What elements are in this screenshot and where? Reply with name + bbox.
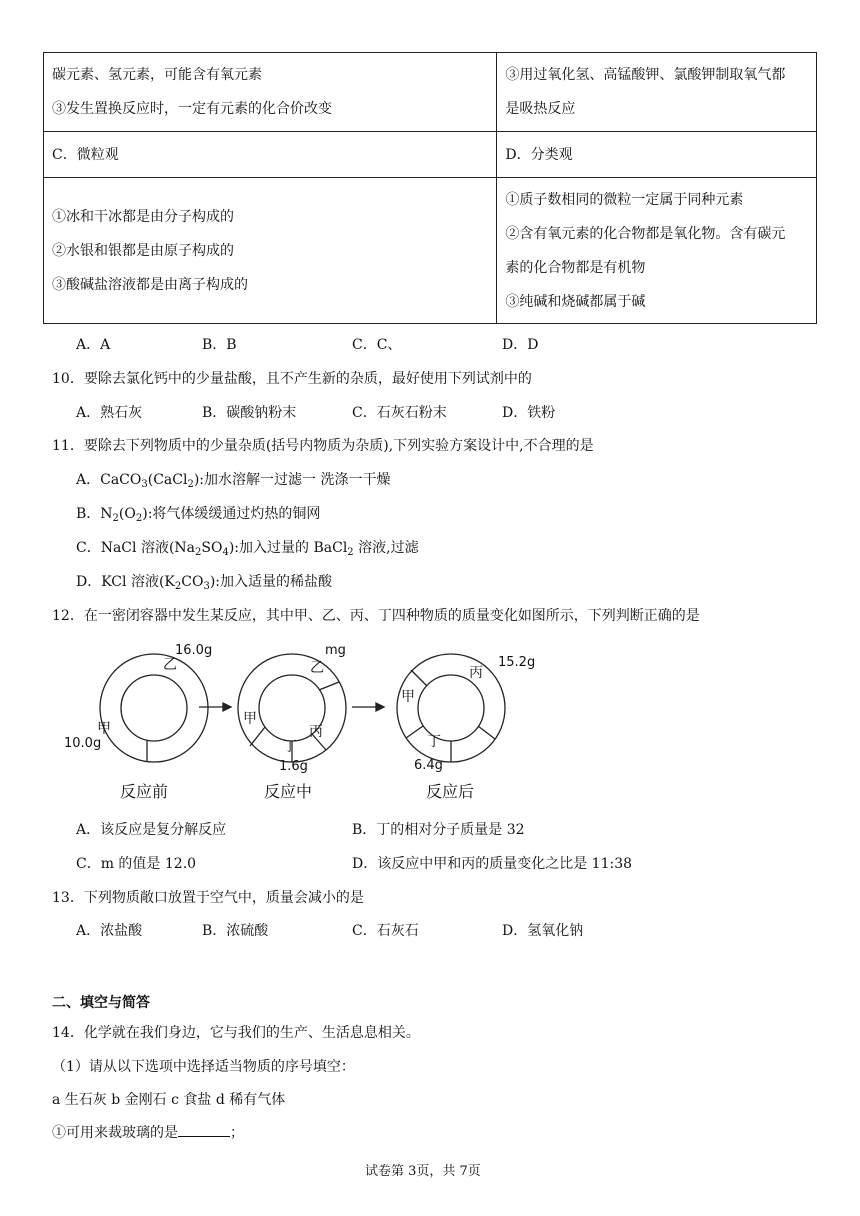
- table-cell: [497, 53, 817, 132]
- text: C．NaCl 溶液(Na: [76, 540, 196, 556]
- arrow-head-1: [223, 703, 231, 711]
- option-b[interactable]: B．碳酸钠粉末: [202, 405, 297, 421]
- subscript: 3: [203, 581, 210, 592]
- label-yi-before: 乙: [163, 657, 177, 673]
- ring-after-inner: [418, 675, 484, 741]
- label-ding-after: 丁: [427, 734, 441, 750]
- q11-option-a[interactable]: [76, 469, 390, 490]
- subscript: 3: [141, 479, 148, 490]
- option-d[interactable]: D．D: [502, 337, 539, 353]
- text: B．N: [76, 506, 113, 522]
- option-c[interactable]: C．m 的值是 12.0: [76, 856, 197, 872]
- option-c[interactable]: C．石灰石粉末: [352, 405, 447, 421]
- table-line: ③发生置换反应时，一定有元素的化合价改变: [52, 101, 332, 117]
- subscript: 2: [112, 513, 119, 524]
- section-title: 二、填空与简答: [52, 995, 150, 1011]
- label-yi-during: 乙: [310, 660, 324, 676]
- category-table: [43, 52, 817, 324]
- q11-stem: 11．要除去下列物质中的少量杂质(括号内物质为杂质),下列实验方案设计中,不合理的是: [52, 438, 594, 454]
- table-line: ①质子数相同的微粒一定属于同种元素: [505, 191, 744, 208]
- table-line: C．微粒观: [52, 146, 119, 163]
- subscript: 2: [347, 547, 354, 558]
- subscript: 4: [222, 547, 229, 558]
- option-a[interactable]: A．该反应是复分解反应: [76, 822, 227, 838]
- text: CO: [181, 574, 204, 590]
- option-b[interactable]: B．B: [202, 337, 237, 353]
- label-bing-after: 丙: [469, 665, 483, 681]
- table-line: ①冰和干冰都是由分子构成的: [52, 208, 234, 225]
- caption-after: 反应后: [426, 782, 475, 801]
- divider-during-4: [319, 682, 339, 690]
- text: A．CaCO: [76, 472, 142, 488]
- option-c[interactable]: C．石灰石: [352, 923, 419, 939]
- text: ):加水溶解一过滤一 洗涤一干燥: [193, 472, 391, 488]
- q12-stem: 12．在一密闭容器中发生某反应，其中甲、乙、丙、丁四种物质的质量变化如图所示，下列判断正确的是: [52, 608, 700, 624]
- mass-ding-during: 1.6g: [279, 759, 308, 774]
- subscript: 2: [135, 513, 143, 524]
- subscript: 2: [187, 479, 194, 490]
- ring-before-outer: [100, 654, 208, 762]
- option-d[interactable]: D．铁粉: [502, 405, 556, 421]
- divider-after-2: [406, 726, 423, 738]
- mass-jia-before: 10.0g: [64, 736, 102, 751]
- q14-item1: [52, 1122, 244, 1142]
- q14-choices: a 生石灰 b 金刚石 c 食盐 d 稀有气体: [52, 1092, 286, 1108]
- q11-option-b[interactable]: [76, 503, 320, 524]
- table-line: D．分类观: [505, 146, 573, 163]
- answer-blank[interactable]: [178, 1124, 230, 1137]
- q11-option-c[interactable]: [76, 537, 419, 558]
- table-line: ③酸碱盐溶液都是由离子构成的: [52, 276, 248, 293]
- mass-bing-after: 15.2g: [498, 655, 536, 670]
- table-cell: [44, 178, 497, 324]
- q13-stem: 13．下列物质敞口放置于空气中，质量会减小的是: [52, 890, 364, 906]
- caption-during: 反应中: [264, 782, 313, 801]
- caption-before: 反应前: [120, 782, 169, 801]
- option-d[interactable]: D．氢氧化钠: [502, 923, 584, 939]
- option-a[interactable]: A．A: [76, 337, 111, 353]
- text: ):加入适量的稀盐酸: [209, 574, 333, 590]
- label-jia-after: 甲: [401, 689, 415, 705]
- text: (CaCl: [147, 472, 188, 488]
- label-ding-during: 丁: [283, 739, 297, 755]
- table-line: ②含有氧元素的化合物都是氧化物。含有碳元: [505, 225, 786, 242]
- table-line: ②水银和银都是由原子构成的: [52, 242, 234, 259]
- q11-option-d[interactable]: [76, 571, 332, 592]
- text: SO: [201, 540, 223, 556]
- subscript: 2: [174, 581, 182, 592]
- q14-sub1: （1）请从以下选项中选择适当物质的序号填空：: [52, 1059, 355, 1075]
- mass-ding-after: 6.4g: [414, 758, 443, 773]
- label-jia-before: 甲: [97, 721, 111, 737]
- label-jia-during: 甲: [243, 711, 257, 727]
- option-a[interactable]: A．浓盐酸: [76, 923, 143, 939]
- q10-stem: 10．要除去氯化钙中的少量盐酸，且不产生新的杂质，最好使用下列试剂中的: [52, 371, 532, 387]
- option-a[interactable]: A．熟石灰: [76, 405, 143, 421]
- table-cell: [497, 178, 817, 324]
- item-text: ①可用来裁玻璃的是: [52, 1125, 178, 1141]
- option-d[interactable]: D．该反应中甲和丙的质量变化之比是 11:38: [352, 856, 633, 872]
- subscript: 2: [195, 547, 202, 558]
- divider-after-1: [411, 670, 427, 686]
- ring-before-inner: [121, 675, 187, 741]
- table-line: 素的化合物都是有机物: [505, 259, 646, 276]
- table-line: ③用过氧化氢、高锰酸钾、氯酸钾制取氧气都: [505, 67, 786, 83]
- arrow-head-2: [376, 703, 384, 711]
- mass-m-during: mg: [325, 643, 346, 658]
- mass-yi-before: 16.0g: [175, 643, 213, 658]
- text: (O: [118, 506, 136, 522]
- text: ):将气体缓缓通过灼热的铜网: [142, 506, 321, 522]
- table-cell: [497, 132, 817, 178]
- table-line: 碳元素、氢元素，可能含有氧元素: [52, 67, 262, 83]
- label-bing-during: 丙: [309, 724, 323, 740]
- page-footer: 试卷第 3页，共 7页: [365, 1164, 481, 1179]
- table-line: ③纯碱和烧碱都属于碱: [505, 293, 646, 310]
- reaction-ring-diagram: [55, 638, 555, 806]
- q14-stem: 14．化学就在我们身边，它与我们的生产、生活息息相关。: [52, 1025, 420, 1041]
- option-b[interactable]: B．浓硫酸: [202, 923, 269, 939]
- table-cell: [44, 53, 497, 132]
- item-text: ；: [230, 1125, 244, 1141]
- divider-during-1: [250, 727, 265, 746]
- divider-after-4: [478, 726, 495, 739]
- option-b[interactable]: B．丁的相对分子质量是 32: [352, 822, 525, 838]
- table-cell: [44, 132, 497, 178]
- text: ):加入过量的 BaCl: [228, 540, 348, 556]
- option-c[interactable]: C．C、: [352, 337, 402, 353]
- text: D．KCl 溶液(K: [76, 574, 175, 590]
- text: 溶液,过滤: [353, 540, 419, 556]
- table-line: 是吸热反应: [505, 101, 576, 117]
